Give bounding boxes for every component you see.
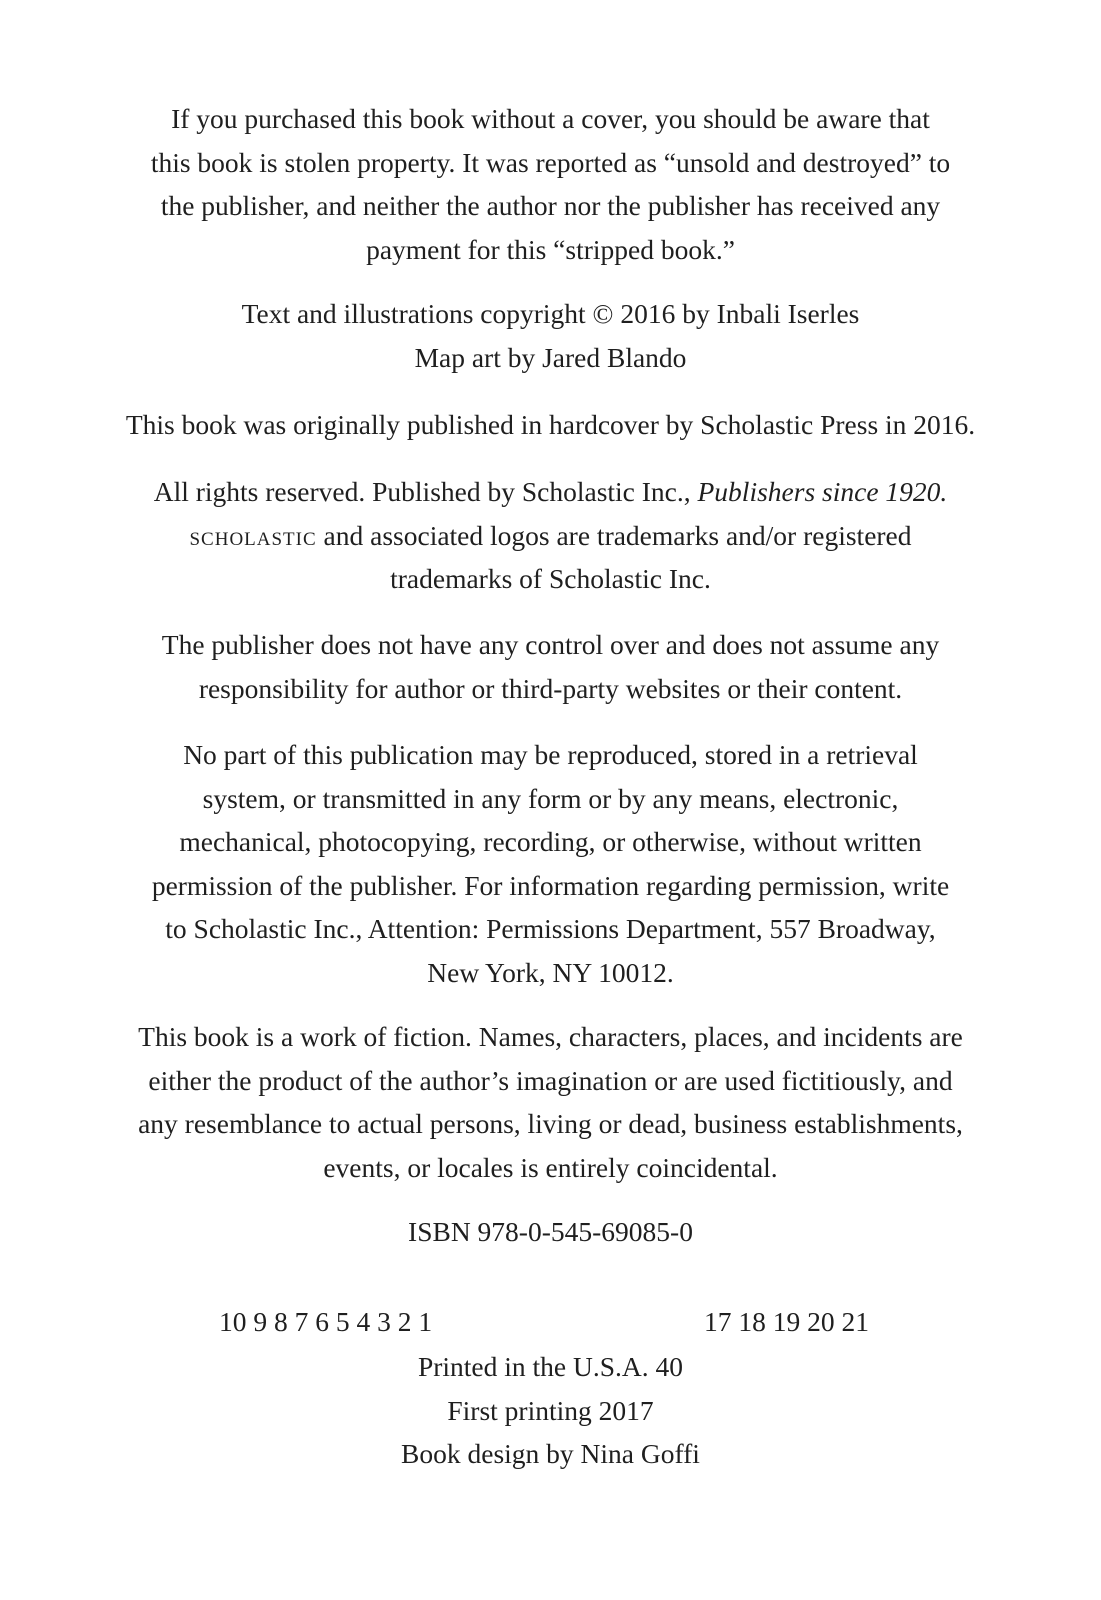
reproduction-line: No part of this publication may be reproduced, stored in a retrieval	[183, 739, 918, 770]
map-art-credit: Map art by Jared Blando	[414, 341, 687, 373]
fiction-disclaimer	[120, 1015, 981, 1189]
reproduction-line: mechanical, photocopying, recording, or otherwise, without written	[179, 826, 922, 857]
reproduction-line: New York, NY 10012.	[427, 956, 674, 988]
original-publication	[120, 403, 981, 447]
fiction-line: either the product of the author’s imagination or are used fictitiously, and	[148, 1064, 953, 1096]
notice-line: this book is stolen property. It was reported as “unsold and destroyed” to	[150, 146, 951, 178]
colophon	[120, 1345, 981, 1476]
printing-sequence: 10 9 8 7 6 5 4 3 2 1	[219, 1306, 433, 1337]
scholastic-trademark: scholastic	[189, 519, 317, 551]
notice-line: payment for this “stripped book.”	[366, 233, 735, 265]
isbn-number: ISBN 978-0-545-69085-0	[408, 1216, 693, 1247]
disclaimer-line: The publisher does not have any control over and does not assume any	[161, 629, 940, 660]
notice-line: If you purchased this book without a cover, you should be aware that	[171, 103, 930, 134]
reproduction-line: to Scholastic Inc., Attention: Permissions Department, 557 Broadway,	[165, 913, 936, 944]
isbn	[120, 1210, 981, 1254]
rights-line	[120, 470, 981, 514]
stripped-book-notice	[120, 97, 981, 271]
rights-line	[120, 514, 981, 558]
year-sequence: 17 18 19 20 21	[704, 1306, 869, 1337]
rights-line: trademarks of Scholastic Inc.	[390, 563, 711, 594]
printed-in-line: Printed in the U.S.A. 40	[417, 1351, 684, 1382]
notice-line: the publisher, and neither the author nor the publisher has received any	[160, 190, 941, 221]
first-printing-line: First printing 2017	[447, 1394, 654, 1426]
disclaimer-line: responsibility for author or third-party websites or their content.	[198, 672, 903, 704]
rights-statement	[120, 470, 981, 601]
printing-numbers	[0, 1300, 1101, 1344]
fiction-line: events, or locales is entirely coincidental.	[323, 1151, 778, 1183]
rights-prefix: All rights reserved. Published by Scholastic Inc.,	[153, 476, 698, 507]
third-party-disclaimer	[120, 623, 981, 710]
book-design-credit: Book design by Nina Goffi	[401, 1438, 700, 1469]
publisher-tagline: Publishers since 1920.	[697, 476, 948, 507]
fiction-line: any resemblance to actual persons, living or dead, business establishments,	[138, 1108, 963, 1139]
fiction-line: This book is a work of fiction. Names, characters, places, and incidents are	[138, 1021, 963, 1052]
copyright-credits	[120, 292, 981, 379]
copyright-line: Text and illustrations copyright © 2016 by Inbali Iserles	[241, 298, 860, 329]
reproduction-line: system, or transmitted in any form or by any means, electronic,	[202, 782, 899, 814]
reproduction-notice	[120, 733, 981, 994]
original-publication-line: This book was originally published in hardcover by Scholastic Press in 2016.	[125, 409, 976, 440]
reproduction-line: permission of the publisher. For information regarding permission, write	[151, 869, 950, 901]
trademark-text: and associated logos are trademarks and/or registered	[316, 519, 912, 551]
